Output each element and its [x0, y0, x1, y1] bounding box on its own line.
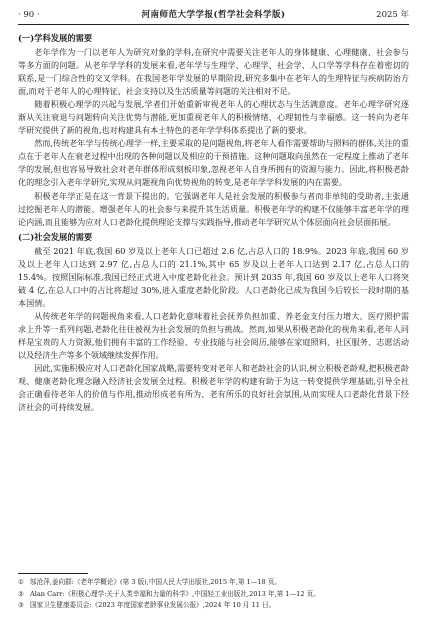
header-rule	[18, 24, 409, 25]
article-body	[18, 30, 409, 414]
footnote-rule	[18, 573, 88, 574]
publication-year: 2025 年	[376, 10, 409, 20]
footnote-mark: ②	[18, 589, 24, 598]
paragraph: 从传统老年学的问题视角来看,人口老龄化意味着社会抚养负担加重、养老金支付压力增大、医疗照护需求上升等一系列问题,老龄化往往被视为社会发展的负担与挑战。然而,如果从积极老龄化的视角来看,老年人同样是宝贵的人力资源,他们拥有丰富的工作经验、专业技能与社会阅历,能够在家庭照料、社区服务、志愿活动以及经济生产等多个领域继续发挥作用。	[18, 310, 409, 361]
footnote	[18, 589, 409, 601]
paragraph: 老年学作为一门以老年人为研究对象的学科,在研究中需要关注老年人的身体健康、心理健康、社会参与等多方面的问题。从老年学学科的发展来看,老年学与生理学、心理学、社会学、人口学等学科存在着密切的联系,是一门综合性的交叉学科。在我国老年学发展的早期阶段,研究多集中在老年人的生理特征与疾病防治方面,而对于老年人的心理特征、社会支持以及生活质量等问题的关注相对不足。	[18, 47, 409, 97]
paragraph: 然而,传统老年学与传统心理学一样,主要采取的是问题视角,将老年人看作需要帮助与照料的群体,关注的重点在于老年人在衰老过程中出现的各种问题以及相应的干预措施。这种问题取向虽然在一定程度上推动了老年学的发展,但也容易导致社会对老年群体形成刻板印象,忽视老年人自身所拥有的资源与能力。因此,将积极老龄化的理念引入老年学研究,实现从问题视角向优势视角的转变,是老年学学科发展的内在需要。	[18, 138, 409, 188]
section-heading-1: (一)学科发展的需要	[18, 33, 93, 43]
footnote	[18, 600, 409, 612]
footnote-mark: ①	[18, 578, 24, 586]
paragraph: 随着积极心理学的兴起与发展,学者们开始重新审视老年人的心理状态与生活满意度。老年心理学研究逐渐从关注衰退与问题转向关注优势与潜能,更加重视老年人的积极情绪、心理韧性与幸福感。这一转向为老年学研究提供了新的视角,也对构建具有本土特色的老年学学科体系提出了新的要求。	[18, 99, 409, 136]
footnote-mark: ③	[18, 601, 24, 610]
running-header	[18, 8, 409, 22]
footnote-text: 邬沧萍,姜向群:《老年学概论》(第 3 版),中国人民大学出版社,2015 年,第 1—18 页。	[30, 578, 282, 586]
paragraph: 因此,实施积极应对人口老龄化国家战略,需要转变对老年人和老龄社会的认识,树立积极老龄观,把积极老龄观、健康老龄化理念融入经济社会发展全过程。积极老年学的构建有助于为这一转变提供学理基础,引导全社会正确看待老年人的价值与作用,推动形成老有所为、老有所乐的良好社会氛围,从而实现人口老龄化背景下经济社会的可持续发展。	[18, 363, 409, 413]
section-heading-2: (二)社会发展的需要	[18, 231, 93, 242]
footnotes	[18, 577, 409, 612]
paragraph: 截至 2021 年底,我国 60 岁及以上老年人口已超过 2.6 亿,占总人口的 18.9%。2023 年底,我国 60 岁及以上老年人口达到 2.97 亿,占总人口的 21.1%,其中 65 岁及以上老年人口达到 2.17 亿,占总人口的 15.4%。按照国际标准,我国已经正式进入中度老龄化社会。预计到 2035 年,我国 60 岁及以上老年人口将突破 4 亿,在总人口中的占比将超过 30%,进入重度老龄化阶段。人口老龄化已成为我国今后较长一段时期的基本国情。	[18, 245, 409, 308]
footnote-text: 国家卫生健康委员会:《2023 年度国家老龄事业发展公报》,2024 年 10 月 11 日。	[30, 601, 276, 610]
footnote-text: Alan Carr:《积极心理学:关于人类幸福和力量的科学》,中国轻工业出版社,2013 年,第 1—12 页。	[30, 589, 320, 598]
page-number: · 90 ·	[18, 10, 40, 20]
journal-title: 河南师范大学学报(哲学社会科学版)	[141, 10, 286, 20]
footnote	[18, 577, 409, 589]
paragraph: 积极老年学正是在这一背景下提出的。它强调老年人是社会发展的积极参与者而非单纯的受助者,主张通过挖掘老年人的潜能、增强老年人的社会参与来提升其生活质量。积极老年学的构建不仅能够丰富老年学的理论内涵,而且能够为应对人口老龄化提供理论支撑与实践指导,推动老年学研究从个体层面向社会层面拓展。	[18, 190, 409, 227]
